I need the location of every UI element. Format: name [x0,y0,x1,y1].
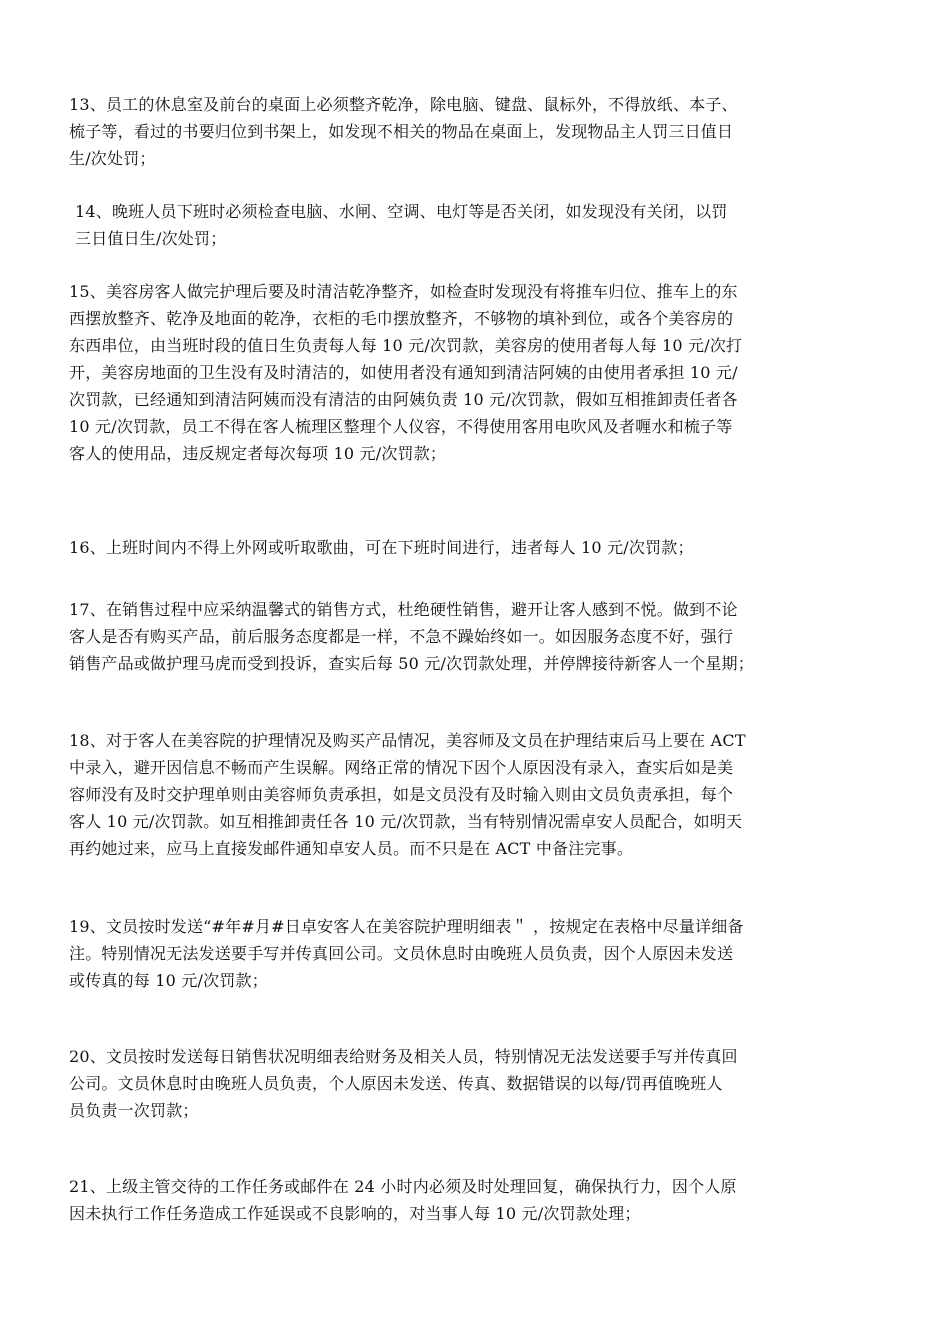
rule-paragraph-18: 18、对于客人在美容院的护理情况及购买产品情况，美容师及文员在护理结束后马上要在 ACT 中录入，避开因信息不畅而产生误解。网络正常的情况下因个人原因没有录入，查实后如是美 容师没有及时交护理单则由美容师负责承担，如是文员没有及时输入则由文员负责承担，每个 客人 10 元/次罚款。如互相推卸责任各 10 元/次罚款，当有特别情况需卓安人员配合，如明天 再约她过来，应马上直接发邮件通知卓安人员。而不只是在 ACT 中备注完事。 [69,731,746,858]
rule-paragraph-21: 21、上级主管交待的工作任务或邮件在 24 小时内必须及时处理回复，确保执行力，因个人原 因未执行工作任务造成工作延误或不良影响的，对当事人每 10 元/次罚款处理； [69,1177,737,1223]
rule-paragraph-20: 20、文员按时发送每日销售状况明细表给财务及相关人员，特别情况无法发送要手写并传真回 公司。文员休息时由晚班人员负责，个人原因未发送、传真、数据错误的以每/罚再值晚班人 员负责一次罚款； [69,1047,738,1120]
rule-paragraph-16: 16、上班时间内不得上外网或听取歌曲，可在下班时间进行，违者每人 10 元/次罚款； [69,538,694,557]
rule-paragraph-14: 14、晚班人员下班时必须检查电脑、水闸、空调、电灯等是否关闭，如发现没有关闭，以罚 三日值日生/次处罚； [75,202,728,248]
rule-paragraph-17: 17、在销售过程中应采纳温馨式的销售方式，杜绝硬性销售，避开让客人感到不悦。做到不论 客人是否有购买产品，前后服务态度都是一样，不急不躁始终如一。如因服务态度不好，强行 销售产品或做护理马虎而受到投诉，查实后每 50 元/次罚款处理，并停牌接待新客人一个星期； [69,600,754,673]
rule-paragraph-19: 19、文员按时发送“#年#月#日卓安客人在美容院护理明细表＂ ，按规定在表格中尽量详细备 注。特别情况无法发送要手写并传真回公司。文员休息时由晚班人员负责，因个人原因未发送 或传真的每 10 元/次罚款； [69,917,744,990]
rule-paragraph-13: 13、员工的休息室及前台的桌面上必须整齐乾净，除电脑、键盘、鼠标外，不得放纸、本子、 梳子等，看过的书要归位到书架上，如发现不相关的物品在桌面上，发现物品主人罚三日值日 生/次处罚； [69,95,738,168]
rule-paragraph-15: 15、美容房客人做完护理后要及时清洁乾净整齐，如检查时发现没有将推车归位、推车上的东 西摆放整齐、乾净及地面的乾净，衣柜的毛巾摆放整齐，不够物的填补到位，或各个美容房的 东西串位，由当班时段的值日生负责每人每 10 元/次罚款，美容房的使用者每人每 10 元/次打 开，美容房地面的卫生没有及时清洁的，如使用者没有通知到清洁阿姨的由使用者承担 10 元/ 次罚款，已经通知到清洁阿姨而没有清洁的由阿姨负责 10 元/次罚款，假如互相推卸责任者各 10 元/次罚款，员工不得在客人梳理区整理个人仪容，不得使用客用电吹风及者喱水和梳子等 客人的使用品，违反规定者每次每项 10 元/次罚款； [69,282,743,463]
